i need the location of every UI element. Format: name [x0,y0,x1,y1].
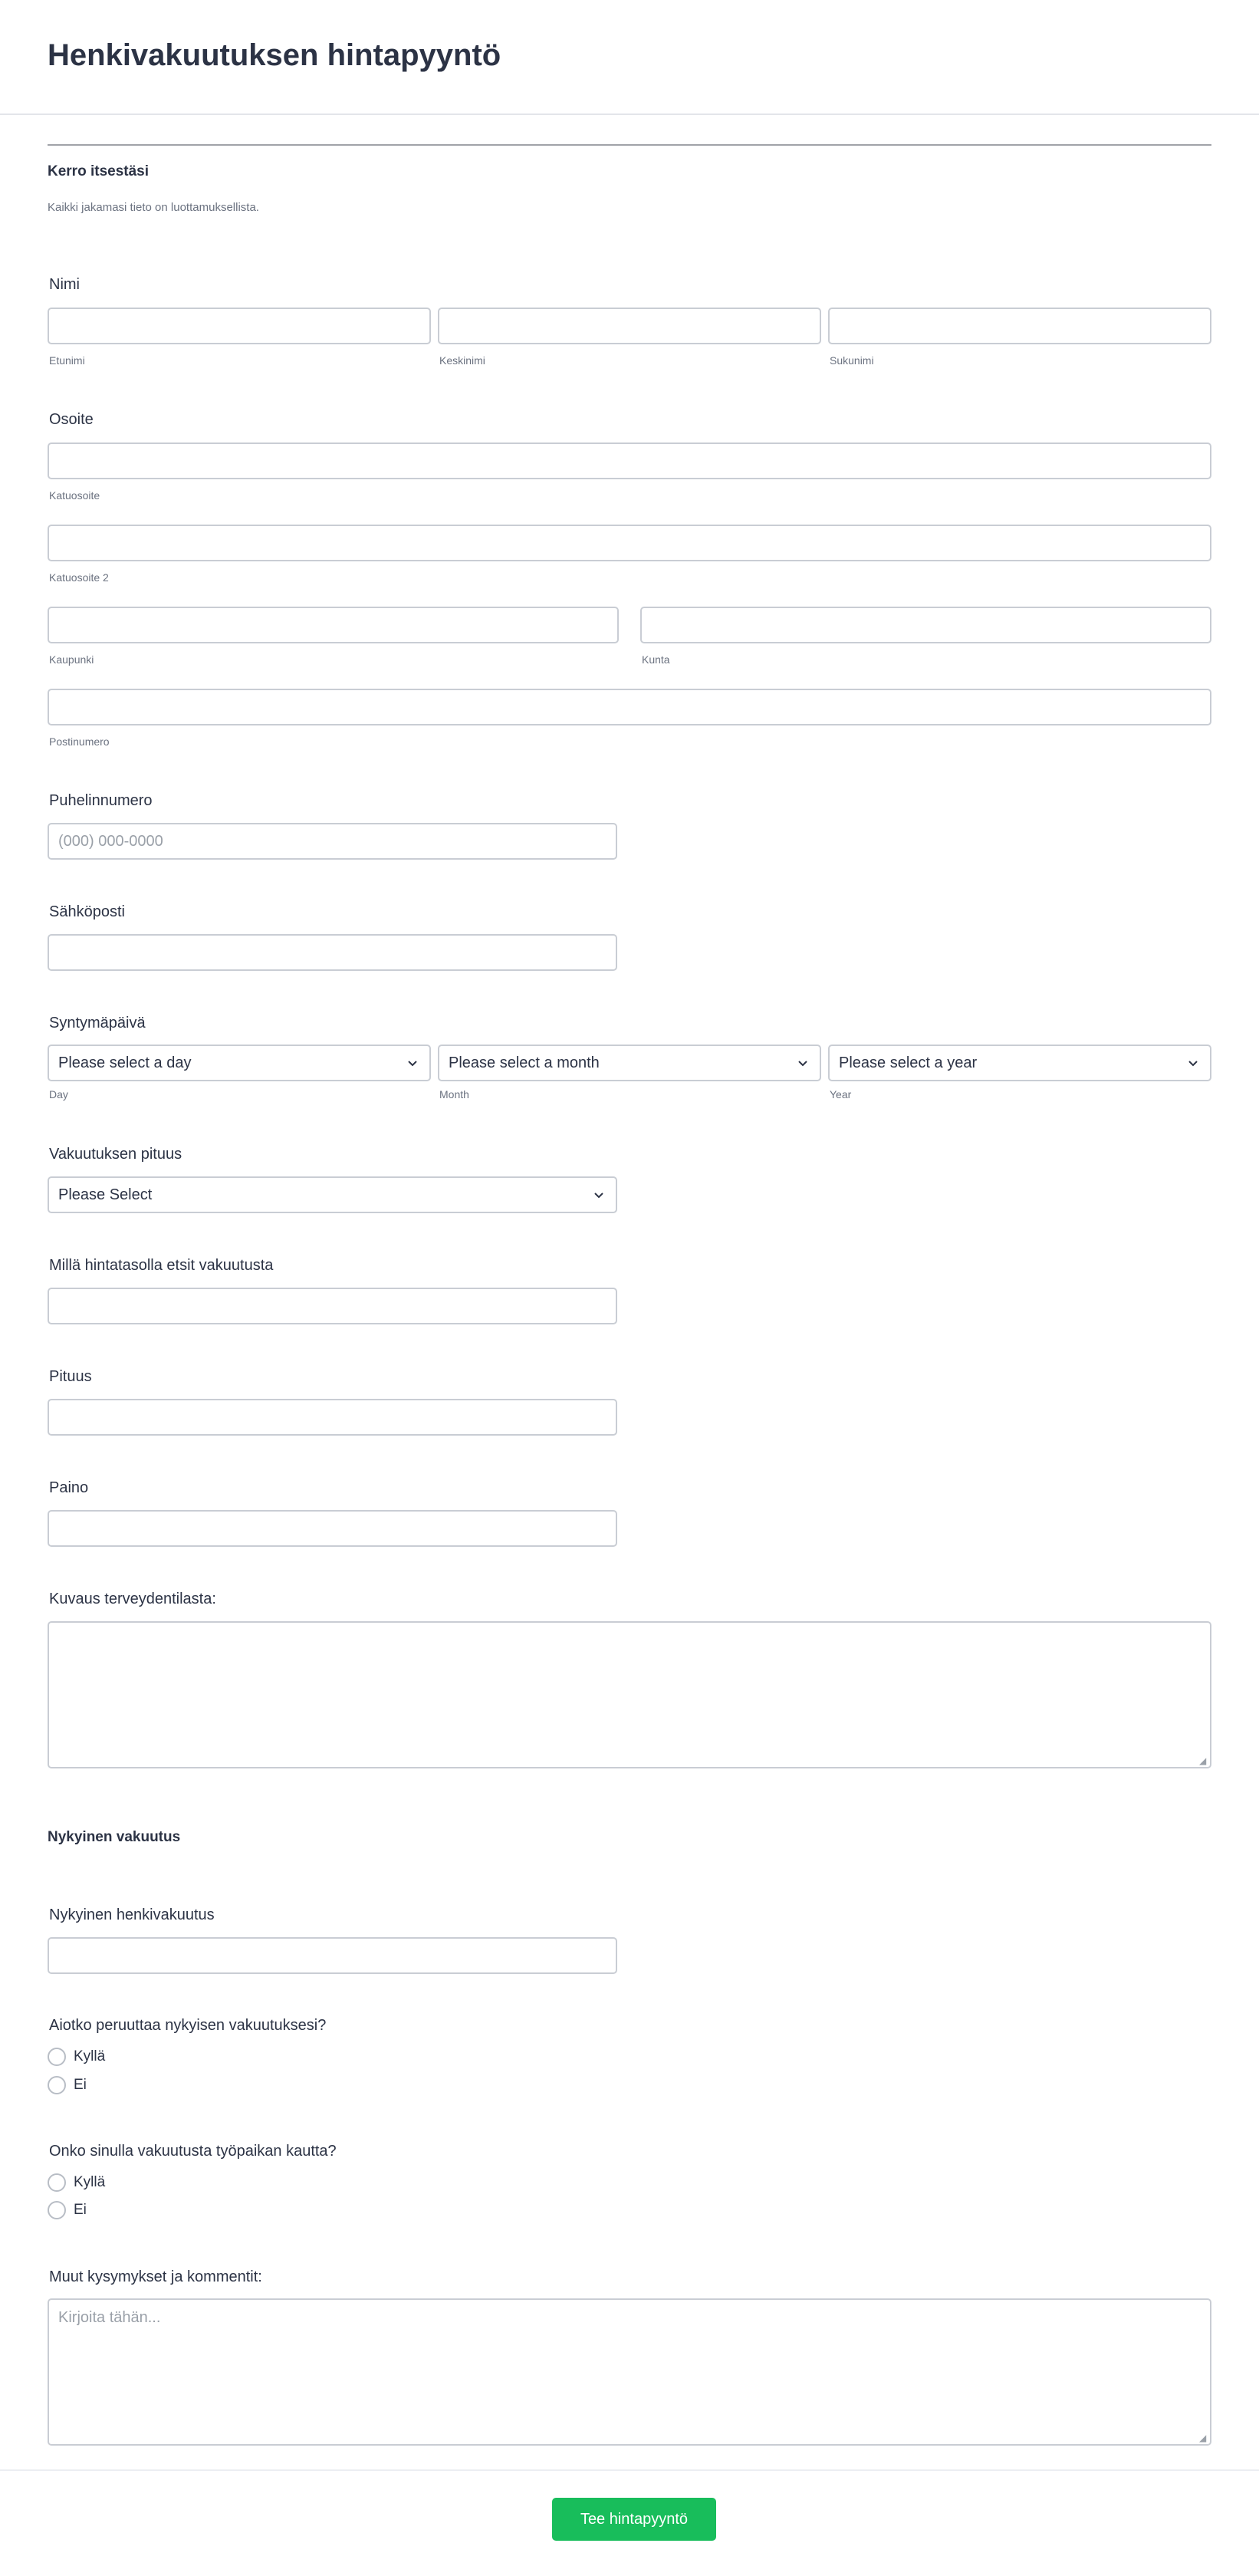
postal-code-sublabel: Postinumero [49,735,110,748]
birth-month-sublabel: Month [439,1088,469,1100]
birth-year-sublabel: Year [830,1088,852,1100]
resize-grip-icon[interactable]: ◢ [1199,2433,1207,2443]
middle-name-sublabel: Keskinimi [439,354,485,367]
radio-button[interactable] [48,2076,66,2094]
address-label: Osoite [49,411,94,428]
section-title-current: Nykyinen vakuutus [48,1829,181,1845]
work-option-no[interactable] [48,2200,87,2220]
birth-day-select[interactable] [48,1045,431,1081]
first-name-sublabel: Etunimi [49,354,85,367]
section-divider [48,144,1211,146]
radio-button[interactable] [48,2173,66,2192]
health-label: Kuvaus terveydentilasta: [49,1591,216,1607]
insurance-length-label: Vakuutuksen pituus [49,1146,182,1163]
middle-name-input[interactable] [438,308,821,344]
street-input[interactable] [48,442,1211,479]
birthdate-label: Syntymäpäivä [49,1015,146,1031]
price-level-input[interactable] [48,1288,617,1324]
radio-label: Kyllä [74,2174,106,2190]
work-option-yes[interactable] [48,2173,105,2193]
section-title-about: Kerro itsestäsi [48,163,150,179]
street2-input[interactable] [48,525,1211,561]
section-subtitle: Kaikki jakamasi tieto on luottamuksellista. [48,201,259,214]
current-life-input[interactable] [48,1937,617,1974]
health-textarea[interactable] [48,1621,1211,1768]
name-label: Nimi [49,276,80,293]
insurance-length-select[interactable] [48,1176,617,1213]
last-name-input[interactable] [828,308,1211,344]
chevron-down-icon [406,1057,419,1069]
work-question-label: Onko sinulla vakuutusta työpaikan kautta? [49,2143,337,2160]
price-level-label: Millä hintatasolla etsit vakuutusta [49,1257,274,1274]
municipality-sublabel: Kunta [642,653,670,666]
cancel-question-label: Aiotko peruuttaa nykyisen vakuutuksesi? [49,2017,327,2034]
comments-textarea[interactable] [48,2298,1211,2446]
street-sublabel: Katuosoite [49,489,100,502]
weight-label: Paino [49,1479,89,1496]
page-title: Henkivakuutuksen hintapyyntö [48,38,501,72]
chevron-down-icon [1187,1057,1199,1069]
chevron-down-icon [593,1189,605,1201]
cancel-option-yes[interactable] [48,2047,105,2067]
birth-year-select[interactable] [828,1045,1211,1081]
radio-button[interactable] [48,2201,66,2219]
birth-day-sublabel: Day [49,1088,68,1100]
form-header [0,0,1259,115]
birth-month-select[interactable] [438,1045,821,1081]
city-input[interactable] [48,607,619,643]
height-input[interactable] [48,1399,617,1436]
birth-year-value: Please select a year [839,1054,978,1071]
birth-month-value: Please select a month [449,1054,600,1071]
municipality-input[interactable] [640,607,1211,643]
cancel-option-no[interactable] [48,2075,87,2095]
height-label: Pituus [49,1368,92,1385]
radio-label: Ei [74,2202,87,2218]
submit-button[interactable]: Tee hintapyyntö [552,2498,716,2541]
phone-label: Puhelinnumero [49,792,153,809]
comments-label: Muut kysymykset ja kommentit: [49,2268,262,2285]
phone-input[interactable] [48,823,617,860]
resize-grip-icon[interactable]: ◢ [1199,1755,1207,1766]
radio-button[interactable] [48,2048,66,2066]
chevron-down-icon [797,1057,809,1069]
last-name-sublabel: Sukunimi [830,354,874,367]
current-life-label: Nykyinen henkivakuutus [49,1907,215,1923]
street2-sublabel: Katuosoite 2 [49,571,109,584]
birth-day-value: Please select a day [58,1054,192,1071]
postal-code-input[interactable] [48,689,1211,725]
email-input[interactable] [48,934,617,971]
email-label: Sähköposti [49,903,125,920]
first-name-input[interactable] [48,308,431,344]
city-sublabel: Kaupunki [49,653,94,666]
radio-label: Ei [74,2077,87,2093]
radio-label: Kyllä [74,2048,106,2064]
insurance-length-value: Please Select [58,1186,153,1203]
weight-input[interactable] [48,1510,617,1547]
